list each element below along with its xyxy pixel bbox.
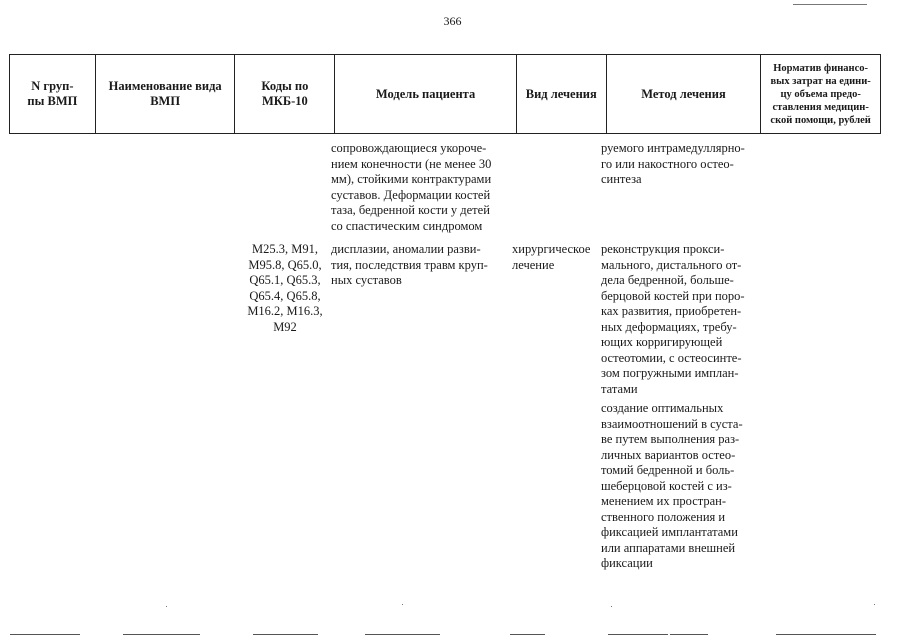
header-icd-codes: Коды по МКБ-10 [235,55,335,133]
scan-dot [402,604,403,605]
scan-dot [874,604,875,605]
row2-treatment-method-2: создание оптимальных взаимоотношений в суста- ве путем выполнения раз- личных вариантов остео- томий бедренной и боль- шеберцовой костей с из- менением их простран- ственного положения и фиксацией имплантатами или аппаратами внешней фиксации [601,401,743,570]
scan-dot [611,606,612,607]
page-number: 366 [443,14,462,28]
row1-treatment-method: руемого интрамедуллярно- го или накостного остео- синтеза [601,141,745,186]
scan-top-rule [793,4,867,5]
header-treatment-type: Вид лечения [517,55,607,133]
row2-icd-codes: M25.3, M91, M95.8, Q65.0, Q65.1, Q65.3, Q65.4, Q65.8, M16.2, M16.3, M92 [247,242,323,334]
scan-dot [166,606,167,607]
row2-treatment-method-1: реконструкция прокси- мального, дистального от- дела бедренной, больше- берцовой костей при поро- ках развития, приобретен- ных деформациях, требу- ющих корригирующей остеотомии, с остеосинте- зом погружными имплан- татами [601,242,745,396]
table-header [9,54,881,134]
header-financial-norm: Норматив финансо- вых затрат на едини- цу объема предо- ставления медицин- ской помощи, рублей [770,62,871,126]
header-patient-model: Модель пациента [335,55,517,133]
row1-patient-model: сопровождающиеся укороче- нием конечности (не менее 30 мм), стойкими контрактурами суставов. Деформации костей таза, бедренной кости у детей со спастическим синдромом [331,141,492,233]
header-treatment-method: Метод лечения [607,55,762,133]
row2-patient-model: дисплазии, аномалии разви- тия, последствия травм круп- ных суставов [331,242,488,287]
header-group-number: N груп- пы ВМП [10,55,96,133]
row2-treatment-type: хирургическое лечение [512,242,591,272]
header-vmp-name: Наименование вида ВМП [96,55,236,133]
